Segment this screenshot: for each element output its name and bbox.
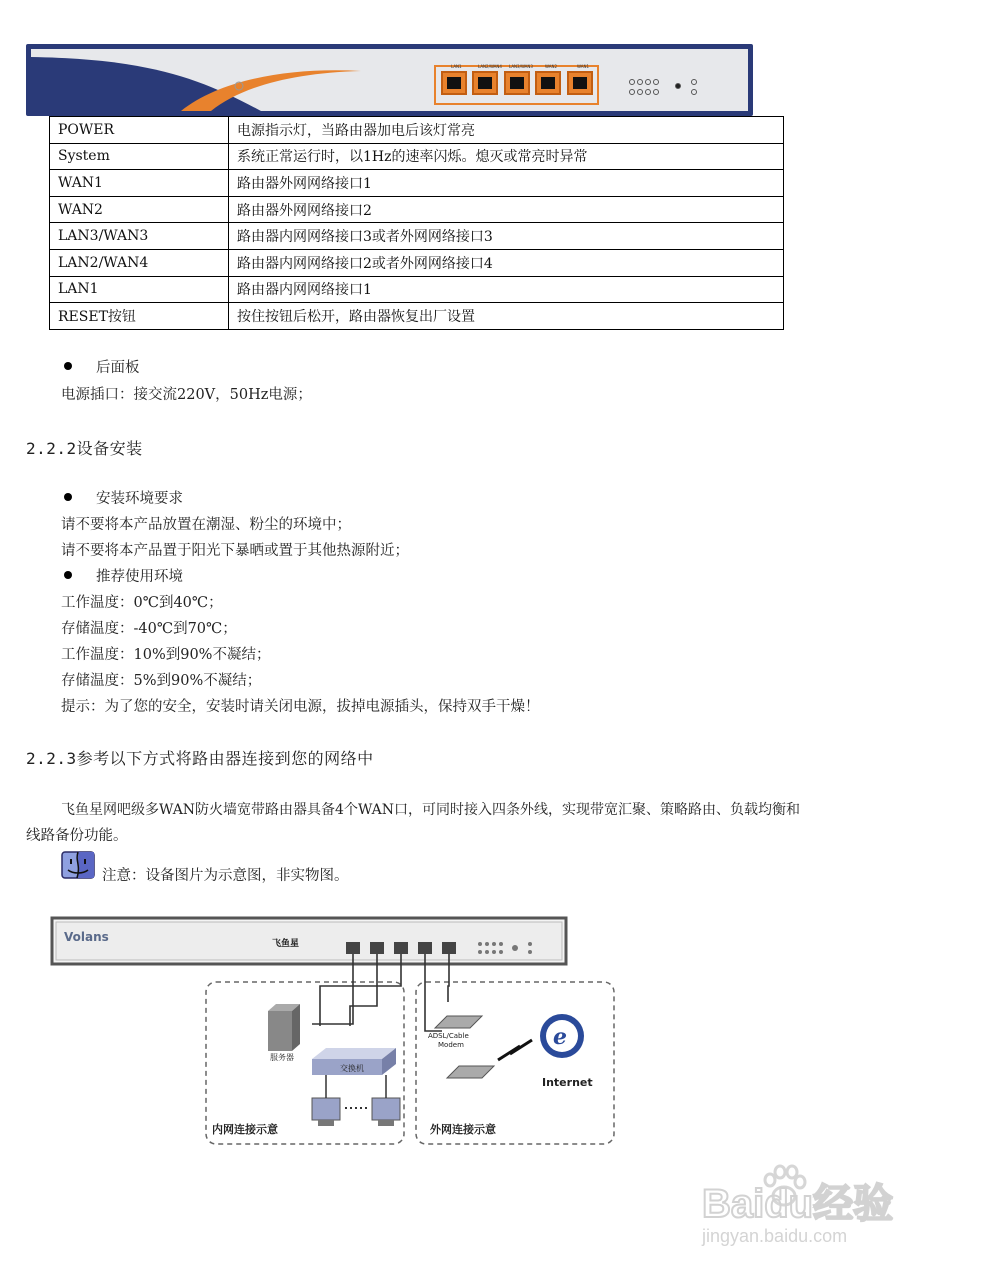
ethernet-port <box>567 71 593 95</box>
intro-paragraph-line: 线路备份功能。 <box>26 828 128 844</box>
table-cell-name: WAN1 <box>50 170 229 197</box>
lan-caption: 内网连接示意 <box>212 1123 278 1136</box>
wan-caption: 外网连接示意 <box>430 1123 496 1136</box>
modem-label: Modem <box>438 1041 464 1049</box>
table-cell-name: POWER <box>50 117 229 144</box>
table-row <box>50 196 784 223</box>
table-row <box>50 117 784 144</box>
bullet-icon <box>64 493 72 501</box>
router-name-label: 飞鱼星 <box>272 939 300 949</box>
table-cell-name: System <box>50 143 229 170</box>
network-connection-diagram <box>50 916 620 1151</box>
bullet-text: 后面板 <box>96 360 140 376</box>
ethernet-port <box>472 71 498 95</box>
table-row <box>50 249 784 276</box>
ethernet-port <box>535 71 561 95</box>
table-row <box>50 223 784 250</box>
section-heading-2-2-3: 2.2.3参考以下方式将路由器连接到您的网络中 <box>26 749 374 768</box>
led-indicator <box>645 89 651 95</box>
router-front-panel-image <box>26 44 753 116</box>
note-text: 注意：设备图片为示意图，非实物图。 <box>102 868 349 884</box>
power-socket-line: 电源插口：接交流220V，50Hz电源； <box>61 387 312 403</box>
system-led <box>691 79 697 85</box>
env-line: 请不要将本产品放置在潮湿、粉尘的环境中； <box>61 517 351 533</box>
rec-line: 工作温度：0℃到40℃； <box>61 595 223 611</box>
table-cell-desc: 电源指示灯，当路由器加电后该灯常亮 <box>229 117 784 144</box>
bullet-rear-panel <box>64 358 140 378</box>
env-line: 请不要将本产品置于阳光下暴晒或置于其他热源附近； <box>61 543 409 559</box>
table-row <box>50 303 784 330</box>
port-label: WAN2 <box>545 64 558 69</box>
port-label: LAN1 <box>451 64 462 69</box>
table-cell-name: RESET按钮 <box>50 303 229 330</box>
rec-line: 存储温度：5%到90%不凝结； <box>61 673 262 689</box>
led-indicator <box>653 79 659 85</box>
watermark-logo-text: Baidu经验 <box>702 1182 894 1226</box>
table-cell-desc: 系统正常运行时，以1Hz的速率闪烁。熄灭或常亮时异常 <box>229 143 784 170</box>
power-led <box>691 89 697 95</box>
rec-line: 工作温度：10%到90%不凝结； <box>61 647 271 663</box>
bullet-text: 安装环境要求 <box>96 491 183 507</box>
svg-text:e: e <box>553 1024 567 1050</box>
rec-line: 存储温度：-40℃到70℃； <box>61 621 237 637</box>
baidu-jingyan-watermark <box>700 1158 940 1248</box>
indicator-table <box>49 116 784 330</box>
port-label: LAN2/WAN4 <box>478 64 502 69</box>
intro-paragraph-line: 飞鱼星网吧级多WAN防火墙宽带路由器具备4个WAN口，可同时接入四条外线，实现带宽汇聚、策略路由、负载均衡和 <box>61 802 801 818</box>
watermark-url: jingyan.baidu.com <box>702 1226 848 1246</box>
ethernet-port <box>504 71 530 95</box>
reset-button-icon <box>675 83 681 89</box>
table-cell-desc: 路由器内网网络接口3或者外网网络接口3 <box>229 223 784 250</box>
bullet-text: 推荐使用环境 <box>96 569 183 585</box>
led-indicator <box>645 79 651 85</box>
bullet-icon <box>64 571 72 579</box>
table-row <box>50 143 784 170</box>
bullet-icon <box>64 362 72 370</box>
led-indicator <box>637 89 643 95</box>
modem-label: ADSL/Cable <box>428 1032 469 1040</box>
led-indicator <box>629 79 635 85</box>
table-cell-desc: 路由器外网网络接口1 <box>229 170 784 197</box>
table-cell-name: LAN2/WAN4 <box>50 249 229 276</box>
led-indicator <box>629 89 635 95</box>
table-cell-name: LAN3/WAN3 <box>50 223 229 250</box>
led-indicator <box>653 89 659 95</box>
table-row <box>50 276 784 303</box>
safety-tip: 提示：为了您的安全，安装时请关闭电源，拔掉电源插头，保持双手干燥！ <box>61 699 540 715</box>
table-cell-name: WAN2 <box>50 196 229 223</box>
bullet-recommended-env <box>64 567 183 587</box>
ethernet-port <box>441 71 467 95</box>
router-brand-label: Volans <box>64 930 109 944</box>
switch-label: 交换机 <box>340 1064 364 1073</box>
table-cell-name: LAN1 <box>50 276 229 303</box>
section-heading-2-2-2: 2.2.2设备安装 <box>26 439 143 458</box>
table-cell-desc: 路由器外网网络接口2 <box>229 196 784 223</box>
internet-label: Internet <box>542 1076 593 1089</box>
finder-face-icon <box>61 851 95 881</box>
bullet-install-env <box>64 489 183 509</box>
table-cell-desc: 路由器内网网络接口1 <box>229 276 784 303</box>
port-label: LAN3/WAN3 <box>509 64 533 69</box>
server-label: 服务器 <box>270 1053 294 1062</box>
table-cell-desc: 路由器内网网络接口2或者外网网络接口4 <box>229 249 784 276</box>
table-cell-desc: 按住按钮后松开，路由器恢复出厂设置 <box>229 303 784 330</box>
port-label: WAN1 <box>577 64 590 69</box>
led-indicator <box>637 79 643 85</box>
table-row <box>50 170 784 197</box>
